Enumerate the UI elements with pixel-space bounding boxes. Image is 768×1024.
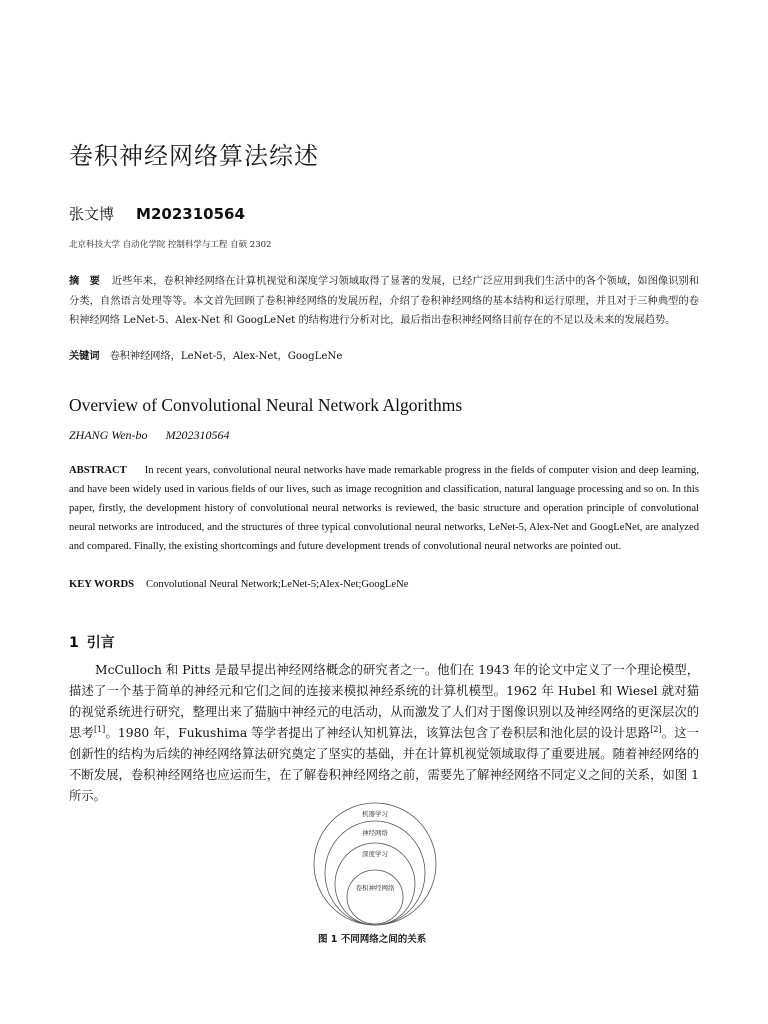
label-machine-learning: 机器学习 — [362, 810, 388, 818]
chinese-author-code: M202310564 — [136, 205, 245, 223]
affiliation: 北京科技大学 自动化学院 控制科学与工程 自硕 2302 — [69, 240, 272, 250]
english-abstract-text: In recent years, convolutional neural networks have made remarkable progress in the fields of computer vision and deep learning, and have been widely used in various fields of our lives, such as image recognition and classification, natural language processing and so on. In this paper, firstly, the development history of convolutional neural networks is reviewed, the basic structure and operation principle of convolutional neural networks are introduced, and the structures of three typical convolutional neural networks, LeNet-5, Alex-Net and GoogLeNet, are analyzed and compared. Finally, the existing shortcomings and future development trends of convolutional neural networks are pointed out. — [69, 465, 699, 552]
circle-cnn — [347, 870, 403, 924]
label-cnn: 卷积神经网络 — [355, 884, 395, 892]
english-abstract-label: ABSTRACT — [69, 465, 127, 476]
chinese-abstract — [69, 272, 699, 331]
english-keywords-label: KEY WORDS — [69, 579, 135, 590]
english-keywords — [69, 575, 699, 594]
chinese-keywords — [69, 347, 699, 366]
citation-1: [1] — [93, 724, 106, 734]
chinese-abstract-label: 摘 要 — [69, 275, 100, 287]
english-abstract — [69, 461, 699, 556]
english-author-name: ZHANG Wen-bo — [69, 428, 148, 442]
chinese-keywords-label: 关键词 — [69, 350, 100, 362]
paragraph-part-1: McCulloch 和 Pitts 是最早提出神经网络概念的研究者之一。他们在 1943 年的论文中定义了一个理论模型，描述了一个基于简单的神经元和它们之间的连接来模拟神经系统的计算机模型。1962 年 Hubel 和 Wiesel 就对猫的视觉系统进行研究，整理出来了猫脑中神经元的电活动，从而激发了人们对于图像识别以及神经网络的更深层次的思考 — [69, 663, 699, 740]
chinese-author-name: 张文博 — [69, 205, 115, 223]
section-paragraph — [69, 660, 699, 807]
paragraph-part-2: 。1980 年，Fukushima 等学者提出了神经认知机算法，该算法包含了卷积层和池化层的设计思路 — [105, 726, 651, 740]
label-deep-learning: 深度学习 — [362, 850, 388, 858]
citation-2: [2] — [650, 724, 662, 734]
section-number: 1 — [69, 635, 79, 651]
section-heading — [69, 632, 115, 652]
chinese-abstract-text: 近些年来，卷积神经网络在计算机视觉和深度学习领域取得了显著的发展，已经广泛应用到我们生活中的各个领域，如图像识别和分类，自然语言处理等等。本文首先回顾了卷积神经网络的发展历程，介绍了卷积神经网络的基本结构和运行原理，并且对于三种典型的卷积神经网络 LeNet-5、Alex-Net 和 GoogLeNet 的结构进行分析对比，最后指出卷积神经网络目前存在的不足以及未来的发展趋势。 — [69, 276, 699, 326]
section-title: 引言 — [86, 635, 115, 651]
paragraph-part-3: 。这一创新性的结构为后续的神经网络算法研究奠定了坚实的基础，并在计算机视觉领域取得了重要进展。随着神经网络的不断发展，卷积神经网络也应运而生，在了解卷积神经网络之前，需要先了解神经网络不同定义之间的关系，如图 1 所示。 — [69, 726, 699, 803]
chinese-keywords-text: 卷积神经网络，LeNet-5，Alex-Net，GoogLeNe — [109, 351, 343, 362]
english-title: Overview of Convolutional Neural Network Algorithms — [69, 395, 463, 415]
figure-caption: 图 1 不同网络之间的关系 — [318, 934, 427, 945]
label-neural-network: 神经网络 — [362, 829, 388, 837]
english-author-code: M202310564 — [165, 428, 230, 442]
english-keywords-text: Convolutional Neural Network;LeNet-5;Alex-Net;GoogLeNe — [146, 579, 409, 590]
chinese-title: 卷积神经网络算法综述 — [69, 142, 319, 170]
nested-networks-diagram — [312, 801, 438, 927]
english-author-line — [69, 428, 230, 443]
chinese-author-line — [69, 203, 245, 224]
